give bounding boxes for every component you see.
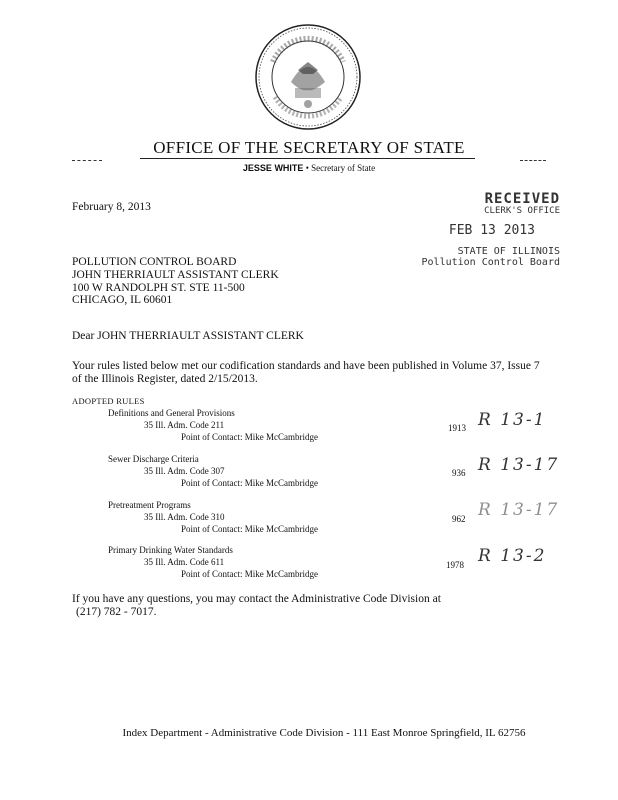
stamp-office: CLERK'S OFFICE — [484, 206, 560, 216]
header-rule-right — [520, 160, 546, 161]
state-seal — [253, 22, 363, 132]
rule-title: Primary Drinking Water Standards — [108, 545, 233, 555]
handwritten-docket: R 13-1 — [478, 410, 547, 430]
rule-code: 35 Ill. Adm. Code 611 — [144, 557, 225, 567]
address-line: JOHN THERRIAULT ASSISTANT CLERK — [72, 268, 279, 281]
rule-code: 35 Ill. Adm. Code 307 — [144, 466, 225, 476]
rule-title: Sewer Discharge Criteria — [108, 454, 199, 464]
office-title: OFFICE OF THE SECRETARY OF STATE — [153, 138, 465, 157]
address-line: 100 W RANDOLPH ST. STE 11-500 — [72, 281, 245, 294]
header-rule — [140, 158, 475, 159]
address-line: CHICAGO, IL 60601 — [72, 294, 173, 307]
rule-page: 1978 — [446, 560, 464, 570]
rule-contact: Point of Contact: Mike McCambridge — [181, 524, 318, 534]
rule-code: 35 Ill. Adm. Code 211 — [144, 420, 225, 430]
rule-title: Pretreatment Programs — [108, 500, 191, 510]
handwritten-docket: R 13-17 — [478, 500, 560, 520]
handwritten-docket: R 13-17 — [478, 455, 560, 475]
recipient-address — [72, 256, 279, 307]
rule-contact: Point of Contact: Mike McCambridge — [181, 478, 318, 488]
letter-date: February 8, 2013 — [72, 201, 151, 213]
rule-page: 962 — [452, 514, 466, 524]
secretary-line — [0, 163, 618, 173]
received-stamp — [420, 192, 560, 268]
rule-code: 35 Ill. Adm. Code 310 — [144, 512, 225, 522]
rule-contact: Point of Contact: Mike McCambridge — [181, 432, 318, 442]
salutation: Dear JOHN THERRIAULT ASSISTANT CLERK — [72, 330, 304, 342]
rule-contact: Point of Contact: Mike McCambridge — [181, 569, 318, 579]
handwritten-docket: R 13-2 — [478, 546, 547, 566]
closing-text — [72, 593, 552, 618]
stamp-board: Pollution Control Board — [421, 257, 560, 268]
secretary-title: • Secretary of State — [305, 163, 376, 173]
stamp-received: RECEIVED — [484, 191, 560, 207]
rule-title: Definitions and General Provisions — [108, 408, 235, 418]
adopted-rules-heading: ADOPTED RULES — [72, 396, 145, 406]
stamp-state: STATE OF ILLINOIS — [457, 246, 560, 257]
stamp-date: FEB 13 2013 — [448, 223, 535, 238]
secretary-name: JESSE WHITE — [242, 163, 304, 173]
rule-page: 936 — [452, 468, 466, 478]
rule-page: 1913 — [448, 423, 466, 433]
closing-phone: (217) 782 - 7017. — [76, 605, 157, 618]
header-rule-left — [72, 160, 102, 161]
closing-line: If you have any questions, you may contact the Administrative Code Division at — [72, 593, 441, 605]
body-text: Your rules listed below met our codification standards and have been published in Volume 37, Issue 7 of the Illinois Register, dated 2/15/2013. — [72, 360, 540, 385]
address-line: POLLUTION CONTROL BOARD — [72, 256, 237, 268]
footer-address: Index Department - Administrative Code Division - 111 East Monroe Springfield, IL 62756 — [122, 727, 526, 739]
